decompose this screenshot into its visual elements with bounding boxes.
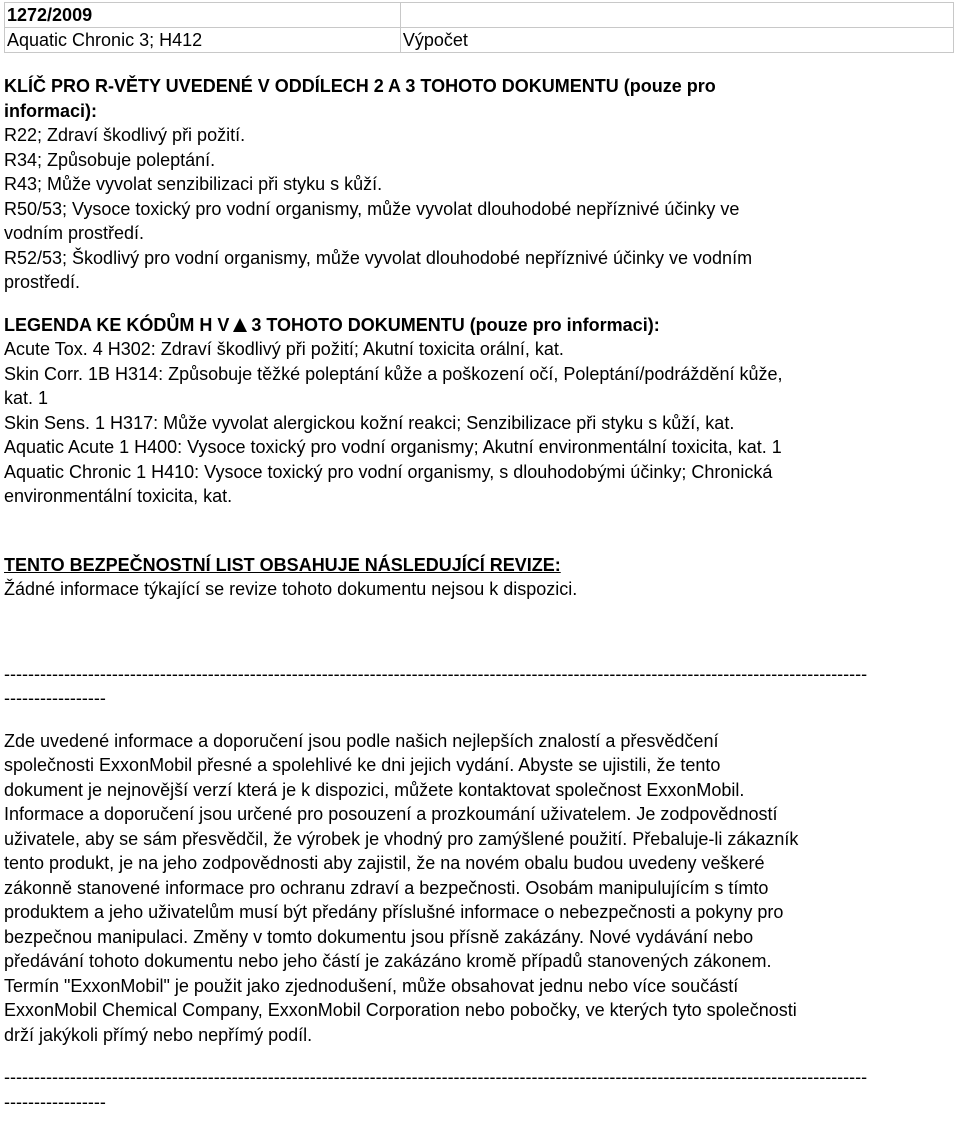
table-row <box>5 3 954 28</box>
h-code-item: Acute Tox. 4 H302: Zdraví škodlivý při požití; Akutní toxicita orální, kat. <box>4 339 564 359</box>
disclaimer-line: společnosti ExxonMobil přesné a spolehlivé ke dni jejich vydání. Abyste se ujistili, že tento <box>4 755 721 775</box>
disclaimer-line: tento produkt, je na jeho zodpovědnosti aby zajistil, že na novém obalu budou uvedeny veškeré <box>4 853 765 873</box>
h-code-item: Aquatic Chronic 1 H410: Vysoce toxický pro vodní organismy, s dlouhodobými účinky; Chronická <box>4 461 773 482</box>
separator-top <box>4 662 956 711</box>
disclaimer-line: ExxonMobil Chemical Company, ExxonMobil Corporation nebo pobočky, ve kterých tyto společnosti <box>4 1000 797 1020</box>
r-phrases-section <box>4 74 956 295</box>
dashed-separator-short: ----------------- <box>4 688 106 708</box>
r-phrases-heading: KLÍČ PRO R-VĚTY UVEDENÉ V ODDÍLECH 2 A 3 TOHOTO DOKUMENTU (pouze pro <box>4 76 716 96</box>
r-phrase-item: prostředí. <box>4 272 81 292</box>
h-codes-heading-end: 3 TOHOTO DOKUMENTU (pouze pro informaci): <box>251 314 660 335</box>
r-phrase-item: R22; Zdraví škodlivý při požití. <box>4 125 246 145</box>
h-code-item: environmentální toxicita, kat. <box>4 486 233 506</box>
disclaimer-line: dokument je nejnovější verzí která je k dispozici, můžete kontaktovat společnost ExxonMobil. <box>4 779 745 800</box>
h-codes-section <box>4 313 956 509</box>
disclaimer-line: produktem a jeho uživatelům musí být předány příslušné informace o nebezpečnosti a pokyny pro <box>4 902 784 922</box>
revisions-text: Žádné informace týkající se revize tohoto dokumentu nejsou k dispozici. <box>4 579 578 599</box>
disclaimer-line: Zde uvedené informace a doporučení jsou podle našich nejlepších znalostí a přesvědčení <box>4 730 719 751</box>
table-cell: Aquatic Chronic 3; H412 <box>5 28 401 53</box>
dashed-separator: ------------------------------------------------------------------------------------------------------------------------------------------------ <box>4 1067 868 1087</box>
section-triangle-icon <box>233 318 247 332</box>
disclaimer-line: uživatele, aby se sám přesvědčil, že výrobek je vhodný pro zamýšlené použití. Přebaluje-li zákazník <box>4 828 799 849</box>
disclaimer-line: Termín "ExxonMobil" je použit jako zjednodušení, může obsahovat jednu nebo více součástí <box>4 975 739 996</box>
r-phrases-heading-cont: informaci): <box>4 100 98 121</box>
disclaimer-line: zákonně stanovené informace pro ochranu zdraví a bezpečnosti. Osobám manipulujícím s tímto <box>4 877 769 898</box>
table-row <box>5 28 954 53</box>
r-phrase-item: R50/53; Vysoce toxický pro vodní organismy, může vyvolat dlouhodobé nepříznivé účinky ve <box>4 198 740 219</box>
table-cell: 1272/2009 <box>5 3 401 28</box>
dashed-separator-short: ----------------- <box>4 1091 106 1112</box>
table-cell <box>400 3 953 28</box>
h-code-item: Skin Corr. 1B H314: Způsobuje těžké poleptání kůže a poškození očí, Poleptání/podráždění kůže, <box>4 363 783 384</box>
r-phrase-item: R43; Může vyvolat senzibilizaci při styku s kůží. <box>4 174 383 194</box>
revisions-heading: TENTO BEZPEČNOSTNÍ LIST OBSAHUJE NÁSLEDUJÍCÍ REVIZE: <box>4 554 561 575</box>
document-page <box>4 0 956 1114</box>
h-code-item: kat. 1 <box>4 388 49 408</box>
r-phrase-item: vodním prostředí. <box>4 223 145 243</box>
r-phrase-item: R52/53; Škodlivý pro vodní organismy, může vyvolat dlouhodobé nepříznivé účinky ve vodním <box>4 247 753 268</box>
h-code-item: Skin Sens. 1 H317: Může vyvolat alergickou kožní reakci; Senzibilizace při styku s kůží, kat. <box>4 412 735 433</box>
disclaimer-line: Informace a doporučení jsou určené pro posouzení a prozkoumání uživatelem. Je zodpovědností <box>4 804 778 824</box>
separator-bottom <box>4 1065 956 1114</box>
classification-table <box>4 2 954 53</box>
table-cell: Výpočet <box>400 28 953 53</box>
h-codes-heading <box>4 313 956 338</box>
h-code-item: Aquatic Acute 1 H400: Vysoce toxický pro vodní organismy; Akutní environmentální toxicita, kat. 1 <box>4 437 782 457</box>
disclaimer-line: drží jakýkoli přímý nebo nepřímý podíl. <box>4 1024 313 1045</box>
revisions-section <box>4 553 956 602</box>
disclaimer-section <box>4 729 956 1048</box>
disclaimer-line: předávání tohoto dokumentu nebo jeho částí je zakázáno kromě případů stanovených zákonem. <box>4 951 772 971</box>
r-phrase-item: R34; Způsobuje poleptání. <box>4 149 216 170</box>
disclaimer-line: bezpečnou manipulaci. Změny v tomto dokumentu jsou přísně zakázány. Nové vydávání nebo <box>4 926 754 947</box>
h-codes-heading-start: LEGENDA KE KÓDŮM H V <box>4 314 230 335</box>
dashed-separator: ------------------------------------------------------------------------------------------------------------------------------------------------ <box>4 663 868 684</box>
